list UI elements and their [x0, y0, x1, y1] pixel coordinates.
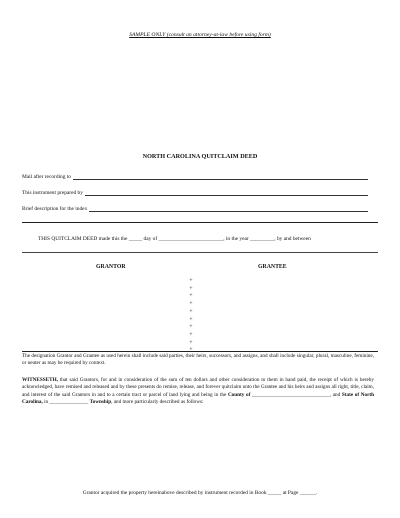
separator-mark: + [189, 285, 193, 292]
separator-mark: + [189, 278, 193, 284]
separator-mark: + [189, 301, 193, 308]
witnesseth-lead: WITNESSETH, [22, 377, 58, 383]
mail-after-recording-line [73, 174, 368, 180]
separator-mark: + [189, 293, 193, 300]
separator-mark: + [189, 316, 193, 323]
page-title: NORTH CAROLINA QUITCLAIM DEED [142, 153, 258, 160]
state-label: State of North Carolina, [22, 391, 374, 406]
mail-after-recording-label: Mail after recording to [22, 174, 71, 180]
designation-paragraph: The designation Grantor and Grantee as used herein shall include said parties, their heirs, successors, and assigns, and shall include singular, plural, masculine, feminine, or neuter as may be required by context. [22, 353, 374, 367]
grantee-heading: GRANTEE [258, 264, 287, 270]
witnesseth-paragraph [22, 377, 374, 407]
witnesseth-text-4: , and more particularly described as follows: [111, 399, 204, 406]
witnesseth-text-3: in _______________ [42, 399, 89, 406]
brief-description-line [89, 206, 368, 212]
prepared-by-line [85, 190, 368, 196]
witnesseth-text-1: that said Grantors, for and in consideration of the sum of ten dollars and other consideration to them in hand paid, the receipt of which is hereby acknowledged, have remised and released and by these presents do remise, release, and forever quitclaim unto the Grantee and his heirs and assigns all right, title, claim, and interest of the said Grantors in and to a certain tract or parcel of land lying and being in the [22, 377, 374, 398]
divider-top [22, 222, 378, 223]
grantor-acquired-note: Grantor acquired the property hereinabove described by instrument recorded in Book _____ at Page ______. [82, 490, 318, 496]
separator-mark: + [189, 331, 193, 338]
county-blank: ______________________________ [250, 391, 330, 398]
separator-mark: + [189, 339, 193, 346]
prepared-by-label: This instrument prepared by [22, 190, 83, 196]
sample-only-note: SAMPLE ONLY (consult an attorney-at-law before using form) [129, 32, 271, 38]
brief-description-label: Brief description for the index [22, 206, 88, 212]
mail-after-recording-field [22, 174, 368, 180]
prepared-by-field [22, 190, 368, 196]
township-label: Township [89, 399, 112, 406]
county-label: County of [227, 391, 251, 398]
divider-bottom [22, 351, 378, 352]
witnesseth-text-2: , and [329, 391, 342, 398]
divider-parties [22, 252, 378, 253]
separator-mark: + [189, 308, 193, 315]
separator-mark: + [189, 324, 193, 331]
separator-mark: + [189, 347, 193, 354]
brief-description-field [22, 206, 368, 212]
deed-date-line: THIS QUITCLAIM DEED made this the _____ day of ________________________, in the year _________, by and between [38, 236, 311, 242]
grantor-heading: GRANTOR [96, 264, 126, 270]
party-separator-column [186, 278, 196, 355]
